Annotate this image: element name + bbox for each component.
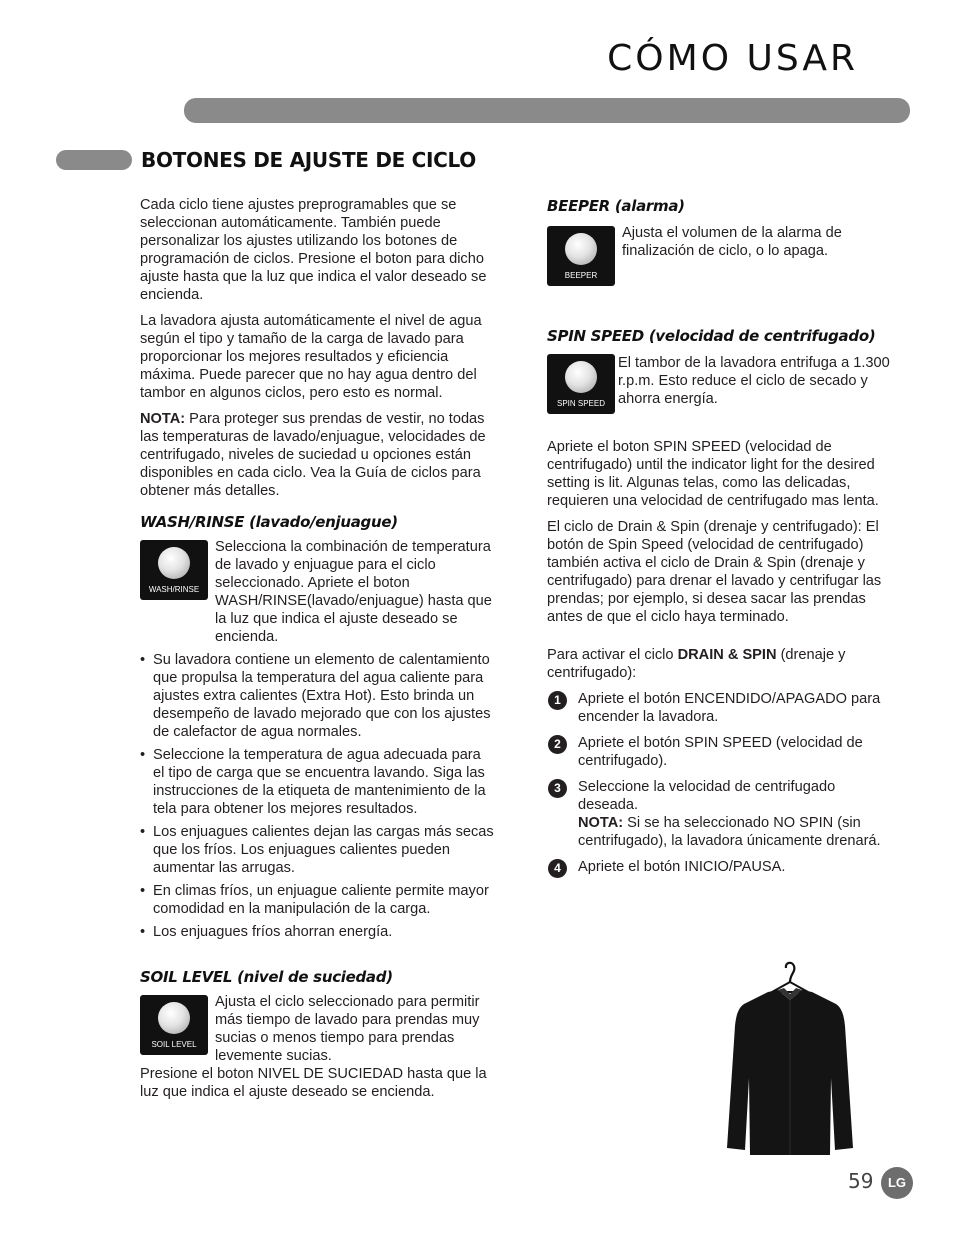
soil-level-block xyxy=(140,993,495,1065)
step-note-text: Si se ha seleccionado NO SPIN (sin centrifugado), la lavadora únicamente drenará. xyxy=(578,815,881,849)
spin-speed-text: El tambor de la lavadora entrifuga a 1.300 r.p.m. Esto reduce el ciclo de secado y ahorra energía. xyxy=(618,355,890,407)
soil-level-button-image xyxy=(140,995,208,1055)
section-title: BOTONES DE AJUSTE DE CICLO xyxy=(141,148,476,172)
list-item: • Los enjuagues calientes dejan las cargas más secas que los fríos. Los enjuagues calientes pueden aumentar las arrugas. xyxy=(140,823,495,877)
wash-rinse-heading-main: WASH/RINSE xyxy=(140,513,245,531)
spin-speed-button-caption: SPIN SPEED xyxy=(556,399,605,408)
soil-level-button-caption: SOIL LEVEL xyxy=(151,1040,197,1049)
spin-speed-heading-main: SPIN SPEED xyxy=(547,327,644,345)
beeper-button-caption: BEEPER xyxy=(564,271,598,280)
activate-paragraph xyxy=(547,646,892,682)
right-column xyxy=(547,196,892,884)
step-text: Seleccione la velocidad de centrifugado deseada. xyxy=(578,779,836,813)
step-item xyxy=(547,858,892,876)
soil-level-heading-main: SOIL LEVEL xyxy=(140,968,233,986)
beeper-block xyxy=(547,224,892,286)
step-text: Apriete el botón INICIO/PAUSA. xyxy=(578,859,786,875)
section-pill xyxy=(56,150,132,170)
intro-paragraph-1: Cada ciclo tiene ajustes preprogramables que se seleccionan automáticamente. También puede personalizar los ajustes utilizando los botones de programación de ciclos. Presione el boton para dicho ajuste hasta que la luz que indica el valor deseado se encienda. xyxy=(140,197,487,303)
list-item: • En climas fríos, un enjuague caliente permite mayor comodidad en la manipulación de la carga. xyxy=(140,882,495,918)
list-item: • Los enjuagues fríos ahorran energía. xyxy=(140,923,495,941)
activate-bold: DRAIN & SPIN xyxy=(677,647,777,663)
lg-logo-icon xyxy=(881,1167,913,1199)
soil-level-heading-sub: (nivel de suciedad) xyxy=(232,968,393,986)
shirt-on-hanger-icon xyxy=(718,960,863,1155)
beeper-heading-main: BEEPER xyxy=(547,197,610,215)
left-column xyxy=(140,196,495,1109)
beeper-heading-sub: (alarma) xyxy=(609,197,685,215)
spin-speed-heading-sub: (velocidad de centrifugado) xyxy=(643,327,876,345)
knob-icon xyxy=(158,547,190,579)
beeper-heading xyxy=(547,196,892,216)
soil-level-text: Ajusta el ciclo seleccionado para permitir más tiempo de lavado para prendas muy sucias o menos tiempo para prendas levemente sucias. xyxy=(215,994,480,1064)
step-item xyxy=(547,778,892,850)
spin-speed-paragraph-2: El ciclo de Drain & Spin (drenaje y centrifugado): El botón de Spin Speed (velocidad de centrifugado) también activa el ciclo de Drain & Spin (drenaje y centrifugado) para drenar el lavado y centrifugar las prendas; por ejemplo, si desea sacar las prendas antes de que el ciclo haya terminado. xyxy=(547,519,882,625)
beeper-text: Ajusta el volumen de la alarma de finalización de ciclo, o lo apaga. xyxy=(622,225,842,259)
soil-level-text-2: Presione el boton NIVEL DE SUCIEDAD hasta que la luz que indica el ajuste deseado se encienda. xyxy=(140,1066,487,1100)
wash-rinse-block xyxy=(140,538,495,646)
activate-prefix: Para activar el ciclo xyxy=(547,647,678,663)
knob-icon xyxy=(565,361,597,393)
knob-icon xyxy=(565,233,597,265)
spin-speed-paragraph-1: Apriete el boton SPIN SPEED (velocidad de centrifugado) until the indicator light for the desired setting is lit. Algunas telas, como las delicadas, requieren una velocidad de centrifugado mas lenta. xyxy=(547,439,879,509)
beeper-button-image xyxy=(547,226,615,286)
intro-paragraph-2: La lavadora ajusta automáticamente el nivel de agua según el tipo y tamaño de la carga de lavado para proporcionar los mejores resultados y eficiencia máxima. Puede parecer que no hay agua dentro del tambor en algunos ciclos, pero esto es normal. xyxy=(140,313,482,401)
spin-speed-button-image xyxy=(547,354,615,414)
list-item: • Seleccione la temperatura de agua adecuada para el tipo de carga que se encuentra lavando. Siga las instrucciones de la etiqueta de mantenimiento de la tela para obtener los mejores resultados. xyxy=(140,746,495,818)
spin-speed-heading xyxy=(547,326,892,346)
note-text: Para proteger sus prendas de vestir, no todas las temperaturas de lavado/enjuague, velocidades de centrifugado, niveles de suciedad u opciones están disponibles en cada ciclo. Vea la Guía de ciclos para obtener más detalles. xyxy=(140,411,486,499)
wash-rinse-button-caption: WASH/RINSE xyxy=(148,585,200,594)
step-number-icon: 3 xyxy=(548,779,567,798)
steps-list xyxy=(547,690,892,876)
step-note-label: NOTA: xyxy=(578,815,624,831)
wash-rinse-button-image xyxy=(140,540,208,600)
title-bar xyxy=(184,98,910,123)
page-title: CÓMO USAR xyxy=(607,38,858,79)
knob-icon xyxy=(158,1002,190,1034)
wash-rinse-text: Selecciona la combinación de temperatura de lavado y enjuague para el ciclo seleccionado. Apriete el boton WASH/RINSE(lavado/enjuague) hasta que la luz que indica el ajuste deseado se encienda. xyxy=(215,539,492,645)
step-item xyxy=(547,734,892,770)
spin-speed-block xyxy=(547,354,892,416)
wash-rinse-heading-sub: (lavado/enjuague) xyxy=(244,513,398,531)
note-label: NOTA: xyxy=(140,411,186,427)
note-paragraph xyxy=(140,410,495,500)
wash-rinse-bullets xyxy=(140,651,495,941)
step-number-icon: 2 xyxy=(548,735,567,754)
step-number-icon: 4 xyxy=(548,859,567,878)
step-item xyxy=(547,690,892,726)
page-number: 59 xyxy=(848,1169,874,1193)
wash-rinse-heading xyxy=(140,512,495,532)
activate-suffix: (drenaje y centrifugado): xyxy=(547,647,846,681)
step-text: Apriete el botón ENCENDIDO/APAGADO para encender la lavadora. xyxy=(578,691,881,725)
step-text: Apriete el botón SPIN SPEED (velocidad de centrifugado). xyxy=(578,735,863,769)
list-item: • Su lavadora contiene un elemento de calentamiento que propulsa la temperatura del agua caliente para ajustes extra calientes (Extra Hot). Esto brinda un desempeño de lavado mejorado que con los ajustes de calefactor de agua normales. xyxy=(140,651,495,741)
lg-logo-text: LG xyxy=(887,1175,907,1190)
soil-level-heading xyxy=(140,967,495,987)
step-number-icon: 1 xyxy=(548,691,567,710)
